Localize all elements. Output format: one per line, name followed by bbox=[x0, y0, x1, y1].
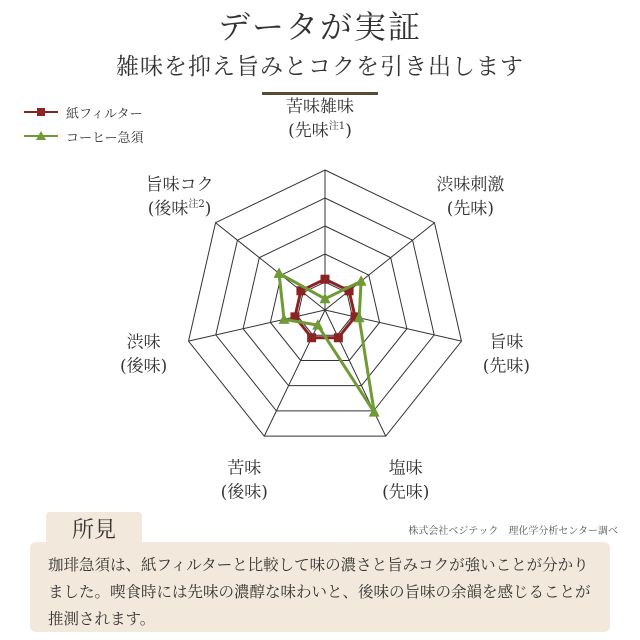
series-line-2 bbox=[279, 273, 374, 412]
axis-label: 渋味 bbox=[126, 332, 161, 353]
page-subtitle: 雑味を抑え旨みとコクを引き出します bbox=[116, 54, 524, 80]
axis-sublabel: (後味) bbox=[120, 356, 168, 377]
findings-text: 珈琲急須は、紙フィルターと比較して味の濃さと旨みコクが強いことが分かりました。喫食時には先味の濃醇な味わいと、後味の旨味の余韻を感じることが推測されます。 bbox=[48, 556, 591, 628]
axis-sublabel: (先味$^{注1}$) bbox=[288, 121, 352, 141]
legend-label: 紙フィルター bbox=[66, 106, 143, 122]
axis-label: 苦味 bbox=[227, 458, 262, 479]
data-point-square bbox=[321, 275, 330, 284]
axis-label: 渋味刺激 bbox=[436, 175, 505, 196]
axis-label: 旨味コク bbox=[145, 175, 214, 196]
axis-sublabel: (先味) bbox=[446, 199, 495, 220]
axis-sublabel: (先味) bbox=[382, 482, 430, 503]
data-point-square bbox=[307, 333, 316, 342]
data-point-triangle bbox=[274, 267, 285, 278]
findings-heading: 所見 bbox=[46, 512, 142, 550]
axis-sublabel: (後味$^{注2}$) bbox=[147, 199, 212, 220]
findings-box bbox=[30, 542, 610, 632]
grid-spoke bbox=[325, 310, 386, 436]
axis-sublabel: (後味) bbox=[220, 482, 268, 503]
axis-sublabel: (先味) bbox=[482, 356, 530, 377]
data-point-square bbox=[334, 333, 343, 342]
legend-label: コーヒー急須 bbox=[66, 130, 144, 146]
axis-label: 苦味雑味 bbox=[286, 97, 354, 117]
axis-label: 旨味 bbox=[489, 332, 524, 353]
axis-label: 塩味 bbox=[388, 458, 423, 479]
data-point-triangle bbox=[356, 275, 367, 286]
page-title: データが実証 bbox=[217, 8, 422, 46]
source-note: 株式会社ベジテック 理化学分析センター調べ bbox=[408, 526, 618, 537]
